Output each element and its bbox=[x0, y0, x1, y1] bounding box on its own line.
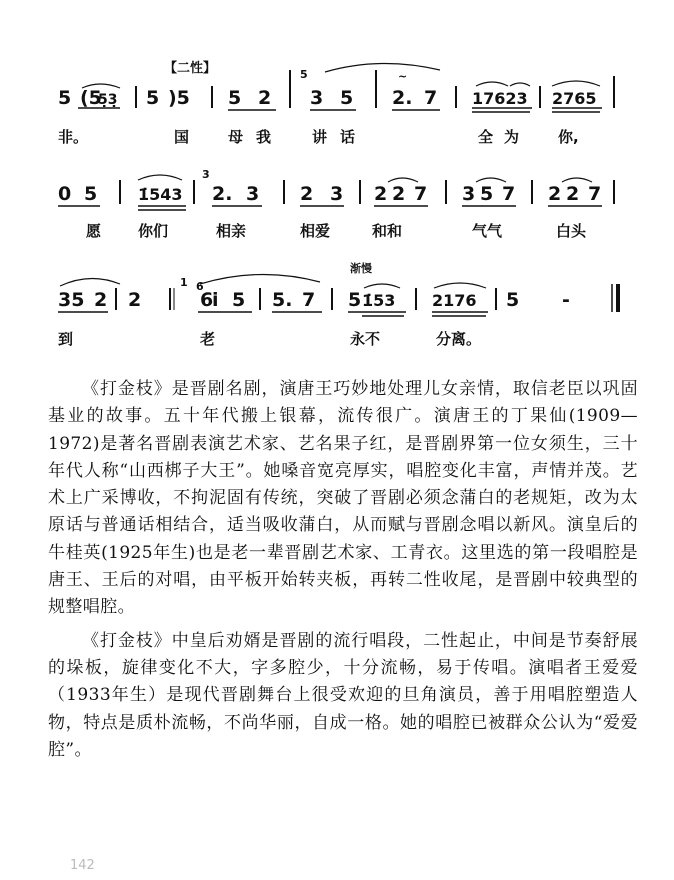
note: 17623 bbox=[472, 89, 528, 108]
note: 5̣3̣ bbox=[98, 92, 118, 108]
note: )5 bbox=[168, 87, 190, 109]
note: 0 bbox=[58, 183, 72, 205]
note: 7 bbox=[502, 183, 516, 205]
lyric: 国 bbox=[174, 128, 190, 146]
note: 5 bbox=[84, 183, 98, 205]
lyric: 话 bbox=[340, 128, 356, 146]
note: 5 bbox=[506, 289, 520, 311]
note: 5 bbox=[340, 87, 354, 109]
note: 2. bbox=[392, 87, 413, 109]
lyric: 到 bbox=[58, 330, 74, 348]
lyrics-row-1 bbox=[58, 128, 579, 146]
lyric: 你们 bbox=[138, 222, 169, 240]
note: 5 bbox=[146, 87, 160, 109]
note: 5 bbox=[58, 87, 72, 109]
paragraph: 《打金枝》中皇后劝婿是晋剧的流行唱段，二性起止，中间是节奏舒展的垛板，旋律变化不大，字多腔少，十分流畅，易于传唱。演唱者王爱爱（1933年生）是现代晋剧舞台上很受欢迎的旦角演员，善于用唱腔塑造人物，特点是质朴流畅，不尚华丽，自成一格。她的唱腔已被群众公认为“爱爱腔”。 bbox=[48, 630, 638, 760]
lyric: 你, bbox=[558, 128, 579, 146]
lyric: 母 bbox=[228, 128, 244, 146]
score-row-2 bbox=[58, 168, 614, 210]
note: (5 bbox=[80, 87, 102, 109]
note: 3 bbox=[330, 183, 344, 205]
grace-note: 6 bbox=[196, 280, 204, 293]
note: 2765 bbox=[552, 89, 597, 108]
lyric: 愿 bbox=[86, 222, 102, 240]
score-row-3 bbox=[58, 274, 618, 316]
note: 2. bbox=[212, 183, 233, 205]
note: 35 bbox=[58, 289, 85, 311]
lyric: 相爱 bbox=[300, 222, 331, 240]
lyric: 永不 bbox=[350, 330, 381, 348]
note: 5. bbox=[272, 289, 293, 311]
note: 3 bbox=[310, 87, 324, 109]
note: 1̇53 bbox=[362, 291, 396, 310]
note: 1̇543 bbox=[138, 185, 183, 204]
notation-score bbox=[0, 0, 674, 360]
lyric: 气气 bbox=[472, 222, 503, 240]
lyric: 白头 bbox=[556, 222, 587, 240]
note: 2 bbox=[566, 183, 580, 205]
lyric: 分离。 bbox=[436, 330, 482, 348]
note: 7 bbox=[588, 183, 602, 205]
trill-mark: ~ bbox=[398, 70, 408, 83]
paragraph: 《打金枝》是晋剧名剧，演唐王巧妙地处理儿女亲情，取信老臣以巩固基业的故事。五十年代搬上银幕，流传很广。演唐王的丁果仙(1909—1972)是著名晋剧表演艺术家、艺名果子红，是晋剧界第一位女须生，三十年代人称“山西梆子大王”。她嗓音宽亮厚实，唱腔变化丰富，声情并茂。艺术上广采博收，不拘泥固有传统，突破了晋剧必须念蒲白的老规矩，改为太原话与普通话相结合，适当吸收蒲白，从而赋与晋剧念唱以新风。演皇后的牛桂英(1925年生)也是老一辈晋剧艺术家、工青衣。这里选的第一段唱腔是唐王、王后的对唱，由平板开始转夹板，再转二性收尾，是晋剧中较典型的规整唱腔。 bbox=[48, 379, 638, 618]
note: 2 bbox=[392, 183, 406, 205]
note: 2 bbox=[258, 87, 272, 109]
note: 5 bbox=[228, 87, 242, 109]
grace-note: 5 bbox=[300, 68, 308, 81]
note: 2176 bbox=[432, 291, 477, 310]
page-number: 142 bbox=[70, 858, 95, 873]
section-mark: 【二性】 bbox=[164, 61, 217, 76]
note: i bbox=[212, 289, 219, 311]
note: 2 bbox=[548, 183, 562, 205]
note: 2 bbox=[300, 183, 314, 205]
grace-note: 3 bbox=[202, 168, 210, 181]
note: 3 bbox=[462, 183, 476, 205]
lyric: 我 bbox=[256, 128, 272, 146]
note: 6 bbox=[200, 289, 214, 311]
lyric: 非。 bbox=[58, 128, 89, 146]
tempo-mark: 渐慢 bbox=[350, 262, 372, 275]
lyrics-row-2 bbox=[86, 222, 587, 240]
note: 7 bbox=[424, 87, 438, 109]
note: - bbox=[562, 289, 570, 311]
note: 2 bbox=[128, 289, 142, 311]
note: 2 bbox=[94, 289, 108, 311]
volta-mark: 1 bbox=[180, 276, 188, 289]
lyric: 和和 bbox=[372, 222, 403, 240]
note: 5 bbox=[232, 289, 246, 311]
note: 3 bbox=[246, 183, 260, 205]
note: 7 bbox=[414, 183, 428, 205]
note: 7 bbox=[302, 289, 316, 311]
note: 2 bbox=[374, 183, 388, 205]
note: 5 bbox=[480, 183, 494, 205]
lyric: 相亲 bbox=[216, 222, 247, 240]
lyric: 讲 bbox=[312, 128, 328, 146]
note: 5 bbox=[348, 289, 362, 311]
lyric: 为 bbox=[504, 128, 520, 146]
lyrics-row-3 bbox=[58, 330, 481, 348]
lyric: 老 bbox=[200, 330, 216, 348]
score-row-1 bbox=[58, 63, 614, 112]
commentary-text bbox=[48, 376, 638, 770]
lyric: 全 bbox=[478, 128, 494, 146]
